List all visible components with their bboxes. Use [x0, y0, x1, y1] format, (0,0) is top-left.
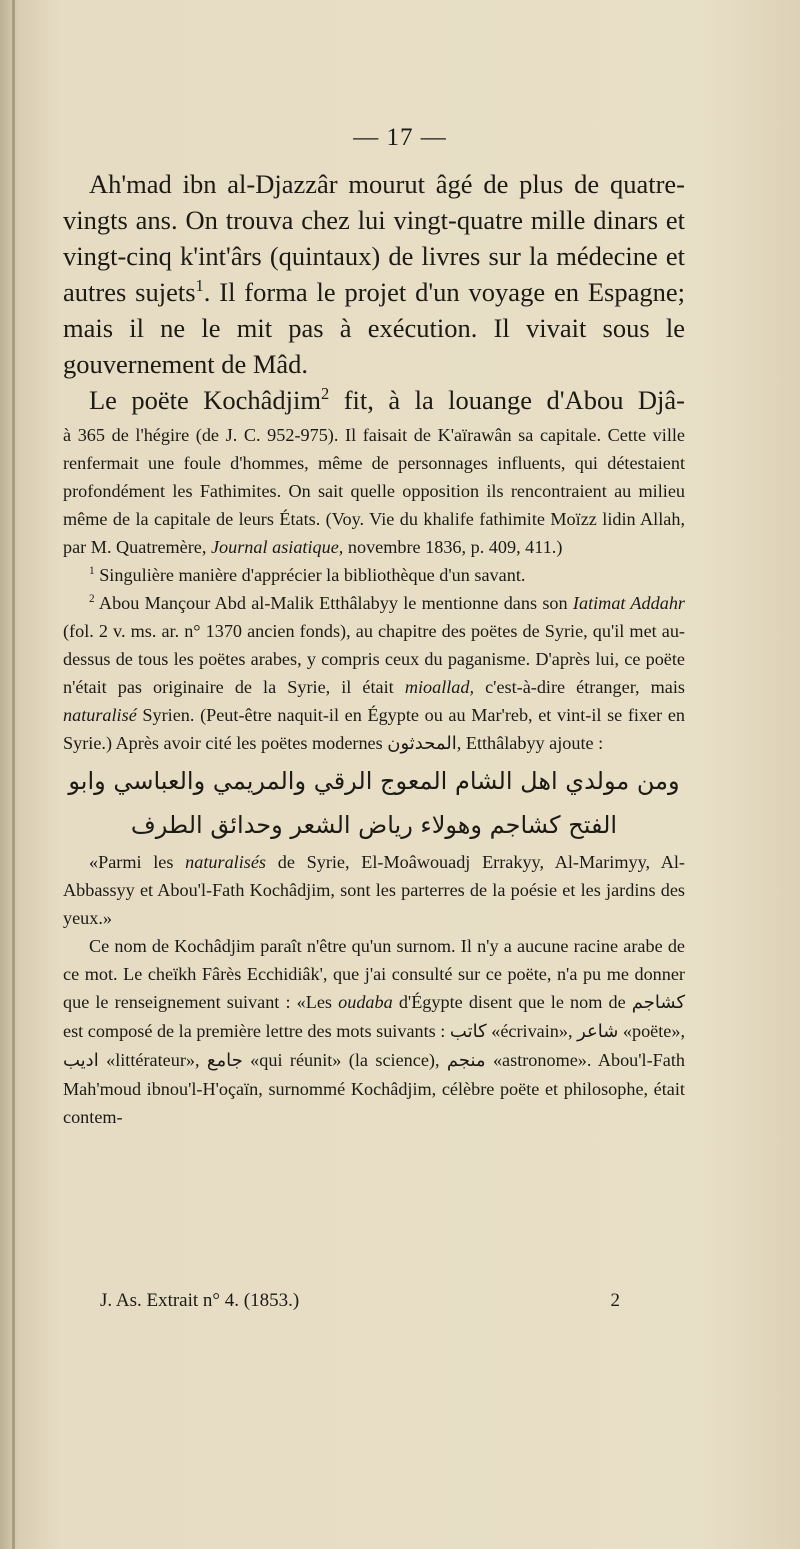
quote-translation: «Parmi les naturalisés de Syrie, El-Moâwouadj Errakyy, Al-Marimyy, Al-Abbassyy et Abou'l-Fath Kochâdjim, sont les parterres de la poésie et les jardins des yeux.» [63, 852, 685, 928]
arabic-quote-line-2: الفتح كشاجم وهولاء رياض الشعر وحدائق الطرف [130, 811, 618, 839]
paragraph-name-origin: Ce nom de Kochâdjim paraît n'être qu'un surnom. Il n'y a aucune racine arabe de ce mot. Le cheïkh Fârès Ecchidiâk', que j'ai consulté sur ce poëte, n'a pu me donner que le renseignement suivant : «Les oudaba d'Égypte disent que le nom de كشاجم est composé de la première lettre des mots suivants : كاتب «écrivain», شاعر «poëte», اديب «littérateur», جامع «qui réunit» (la science), منجم «astronome». Abou'l-Fath Mah'moud ibnou'l-H'oçaïn, surnommé Kochâdjim, célèbre poëte et philosophe, était contem- [63, 936, 686, 1127]
page-footer [100, 1290, 620, 1312]
page-number: — 17 — [353, 124, 447, 151]
footnotes [63, 421, 685, 1131]
source-reference: J. As. Extrait n° 4. (1853.) [100, 1290, 300, 1311]
main-text [63, 166, 685, 418]
footnote-ref-2: 2 [321, 384, 330, 404]
paragraph-kochadjim: Le poëte Kochâdjim$^2$ fit, à la louange d'Abou Djâ- [89, 384, 685, 415]
arabic-quote-line-1: ومن مولدي اهل الشام المعوج الرقي والمريمي والعباسي وابو [68, 767, 680, 795]
note-continuation: à 365 de l'hégire (de J. C. 952-975). Il faisait de K'aïrawân sa capitale. Cette ville renfermait une foule d'hommes, même de personnages influents, qui détestaient profondément les Fathimites. On sait quelle opposition ils rencontraient au milieu même de la capitale de leurs États. (Voy. Vie du khalife fathimite Moïzz lidin Allah, par M. Quatremère, Journal asiatique, novembre 1836, p. 409, 411.) [63, 425, 685, 557]
footnote-ref-1: 1 [195, 276, 204, 296]
binding-edge [12, 0, 15, 1549]
paragraph-death: Ah'mad ibn al-Djazzâr mourut âgé de plus de quatre-vingts ans. On trouva chez lui vingt-quatre mille dinars et vingt-cinq k'int'ârs (quintaux) de livres sur la médecine et autres sujets$^1$. Il forma le projet d'un voyage en Espagne; mais il ne le mit pas à exécution. Il vivait sous le gouvernement de Mâd. [63, 169, 685, 379]
signature-mark: 2 [610, 1290, 620, 1311]
footnote-1: $^1$ Singulière manière d'apprécier la bibliothèque d'un savant. [89, 564, 526, 585]
footnote-2: $^2$ Abou Mançour Abd al-Malik Etthâlabyy le mentionne dans son Iatimat Addahr (fol. 2 v. ms. ar. n° 1370 ancien fonds), au chapitre des poëtes de Syrie, qu'il met au-dessus de tous les poëtes arabes, y compris ceux du paganisme. D'après lui, ce poëte n'était pas originaire de la Syrie, il était mioallad, c'est-à-dire étranger, mais naturalisé Syrien. (Peut-être naquit-il en Égypte ou au Mar'reb, et vint-il se fixer en Syrie.) Après avoir cité les poëtes modernes المحدثون, Etthâlabyy ajoute : [63, 592, 685, 754]
